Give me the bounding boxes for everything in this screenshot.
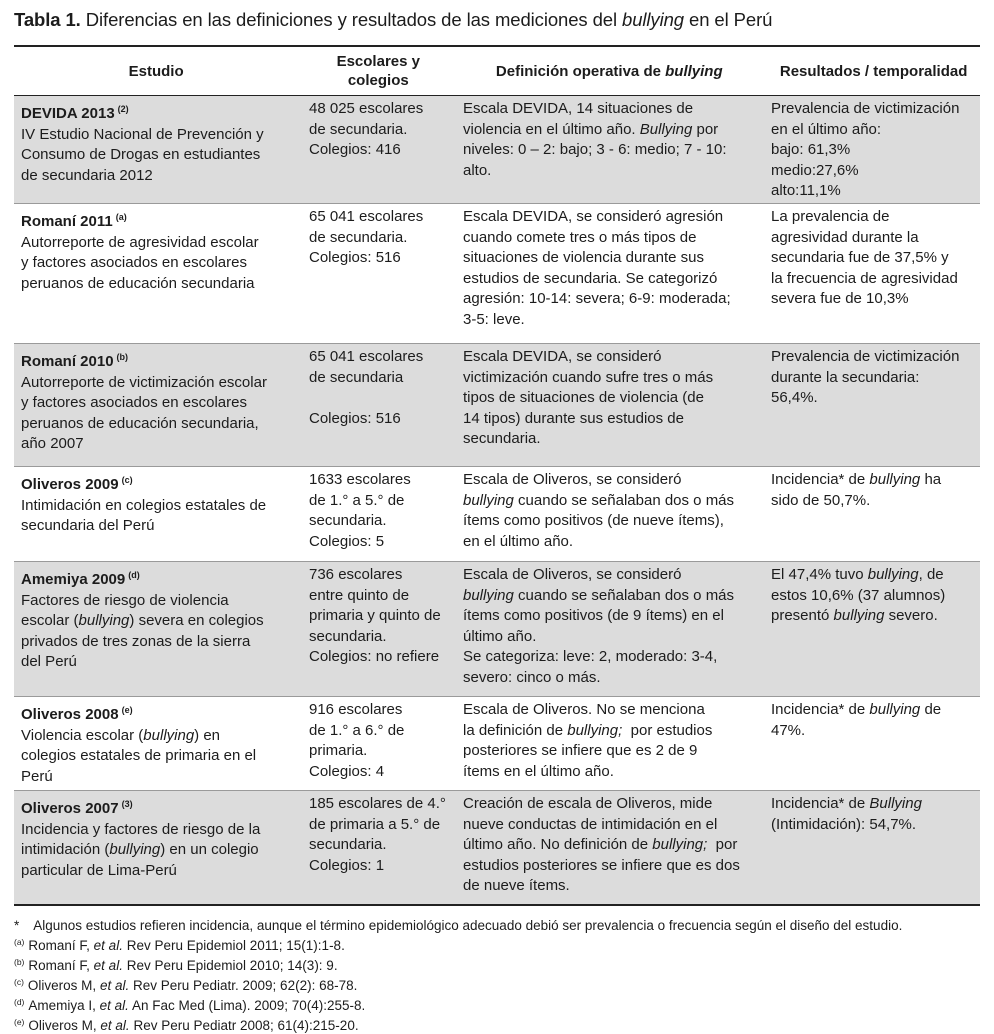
footnote-star: * Algunos estudios refieren incidencia, aunque el término epidemiológico adecuado debió ser prevalencia o frecuencia según el diseño del estudio. bbox=[14, 918, 903, 933]
footnote-ref: $^{(b)}$ Romaní F, et al. Rev Peru Epidemiol 2010; 14(3): 9. bbox=[14, 957, 338, 973]
results-cell: Incidencia* de Bullying (Intimidación): 54,7%. bbox=[771, 795, 922, 833]
caption-text: Diferencias en las definiciones y resultados de las mediciones del bbox=[80, 9, 623, 30]
footnote-ref: $^{(c)}$ Oliveros M, et al. Rev Peru Pediatr. 2009; 62(2): 68-78. bbox=[14, 977, 358, 993]
table-row bbox=[14, 697, 980, 791]
header-definicion: Definición operativa de bullying bbox=[495, 62, 723, 80]
header-resultados: Resultados / temporalidad bbox=[779, 62, 968, 80]
study-name: Oliveros 2009 bbox=[21, 476, 119, 493]
study-name: Oliveros 2007 bbox=[21, 800, 119, 817]
study-cell: Romaní 2010 $^{(b)}$ Autorreporte de victimización escolar y factores asociados en escolares peruanos de educación secundaria, año 2007 bbox=[21, 352, 267, 452]
caption-italic: bullying bbox=[622, 9, 684, 30]
study-cell: Oliveros 2008 $^{(e)}$ Violencia escolar (bullying) en colegios estatales de primaria en el Perú bbox=[21, 705, 257, 785]
footnotes bbox=[14, 918, 902, 1034]
table-header bbox=[14, 47, 980, 96]
table-row bbox=[14, 204, 980, 344]
definition-cell: Escala DEVIDA, 14 situaciones de violencia en el último año. Bullying por niveles: 0 – 2: bajo; 3 - 6: medio; 7 - 10: alto. bbox=[463, 100, 727, 179]
results-cell: Incidencia* de bullying de 47%. bbox=[771, 701, 942, 739]
table-caption bbox=[14, 9, 772, 31]
caption-label: Tabla 1. bbox=[14, 9, 81, 30]
table-row bbox=[14, 344, 980, 467]
study-cell: Romaní 2011 $^{(a)}$ Autorreporte de agresividad escolar y factores asociados en escolares peruanos de educación secundaria bbox=[21, 212, 259, 292]
definition-cell: Escala DEVIDA, se consideró victimización cuando sufre tres o más tipos de situaciones de violencia (de 14 tipos) durante sus estudios de secundaria. bbox=[463, 348, 714, 447]
schools-cell: 736 escolares entre quinto de primaria y quinto de secundaria. Colegios: no refiere bbox=[309, 566, 441, 665]
results-cell: La prevalencia de agresividad durante la secundaria fue de 37,5% y la frecuencia de agresividad severa fue de 10,3% bbox=[771, 208, 958, 307]
study-name: Amemiya 2009 bbox=[21, 571, 126, 588]
schools-cell: 1633 escolares de 1.° a 5.° de secundaria. Colegios: 5 bbox=[309, 471, 411, 550]
schools-cell: 48 025 escolares de secundaria. Colegios: 416 bbox=[309, 100, 424, 158]
schools-cell: 65 041 escolares de secundaria Colegios: 516 bbox=[309, 348, 424, 427]
footnote-ref: $^{(a)}$ Romaní F, et al. Rev Peru Epidemiol 2011; 15(1):1-8. bbox=[14, 937, 345, 953]
study-ref: (c) bbox=[121, 475, 133, 485]
study-cell: Oliveros 2007 $^{(3)}$ Incidencia y factores de riesgo de la intimidación (bullying) en un colegio particular de Lima-Perú bbox=[21, 799, 261, 879]
table-row bbox=[14, 467, 980, 562]
results-cell: Incidencia* de bullying ha sido de 50,7%. bbox=[771, 471, 942, 509]
definition-cell: Escala DEVIDA, se consideró agresión cuando comete tres o más tipos de situaciones de violencia durante sus estudios de secundaria. Se categorizó agresión: 10-14: severa; 6-9: moderada; 3-5: leve. bbox=[463, 208, 731, 328]
footnote-ref: $^{(e)}$ Oliveros M, et al. Rev Peru Pediatr 2008; 61(4):215-20. bbox=[14, 1017, 359, 1033]
results-cell: El 47,4% tuvo bullying, de estos 10,6% (37 alumnos) presentó bullying severo. bbox=[771, 566, 946, 624]
table-row bbox=[14, 791, 980, 904]
results-cell: Prevalencia de victimización durante la secundaria: 56,4%. bbox=[771, 348, 960, 406]
definition-cell: Creación de escala de Oliveros, mide nueve conductas de intimidación en el último año. No definición de bullying; por estudios posteriores se infiere que es dos de nueve ítems. bbox=[463, 795, 740, 894]
table-row bbox=[14, 96, 980, 204]
table-row bbox=[14, 562, 980, 697]
caption-text-end: en el Perú bbox=[683, 9, 773, 30]
schools-cell: 185 escolares de 4.° de primaria a 5.° de secundaria. Colegios: 1 bbox=[309, 795, 446, 874]
study-ref: (3) bbox=[121, 799, 133, 809]
schools-cell: 65 041 escolares de secundaria. Colegios: 516 bbox=[309, 208, 424, 266]
study-name: Romaní 2010 bbox=[21, 353, 114, 370]
study-cell: DEVIDA 2013 $^{(2)}$ IV Estudio Nacional de Prevención y Consumo de Drogas en estudiantes de secundaria 2012 bbox=[21, 104, 264, 184]
footnote-ref: $^{(d)}$ Amemiya I, et al. An Fac Med (Lima). 2009; 70(4):255-8. bbox=[14, 997, 366, 1013]
study-name: DEVIDA 2013 bbox=[21, 105, 115, 122]
header-escolares: Escolares y colegios bbox=[336, 53, 420, 89]
study-cell: Amemiya 2009 $^{(d)}$ Factores de riesgo de violencia escolar (bullying) severa en colegios privados de tres zonas de la sierra del Perú bbox=[21, 570, 264, 670]
study-ref: (d) bbox=[128, 570, 140, 580]
study-ref: (a) bbox=[115, 212, 127, 222]
results-cell: Prevalencia de victimización en el último año: bajo: 61,3% medio:27,6% alto:11,1% bbox=[771, 100, 960, 199]
study-name: Romaní 2011 bbox=[21, 213, 113, 230]
schools-cell: 916 escolares de 1.° a 6.° de primaria. Colegios: 4 bbox=[309, 701, 405, 780]
study-ref: (b) bbox=[116, 352, 129, 362]
definition-cell: Escala de Oliveros, se consideró bullying cuando se señalaban dos o más ítems como positivos (de nueve ítems), en el último año. bbox=[463, 471, 735, 550]
study-ref: (2) bbox=[117, 104, 129, 114]
definition-cell: Escala de Oliveros. No se menciona la definición de bullying; por estudios posteriores se infiere que es 2 de 9 ítems en el último año. bbox=[463, 701, 713, 780]
study-ref: (e) bbox=[121, 705, 133, 715]
bullying-table bbox=[14, 45, 980, 906]
study-name: Oliveros 2008 bbox=[21, 706, 119, 723]
definition-cell: Escala de Oliveros, se consideró bullying cuando se señalaban dos o más ítems como positivos (de 9 ítems) en el último año. Se categoriza: leve: 2, moderado: 3-4, severo: cinco o más. bbox=[463, 566, 735, 686]
header-estudio: Estudio bbox=[128, 62, 184, 80]
study-cell: Oliveros 2009 $^{(c)}$ Intimidación en colegios estatales de secundaria del Perú bbox=[21, 475, 267, 534]
